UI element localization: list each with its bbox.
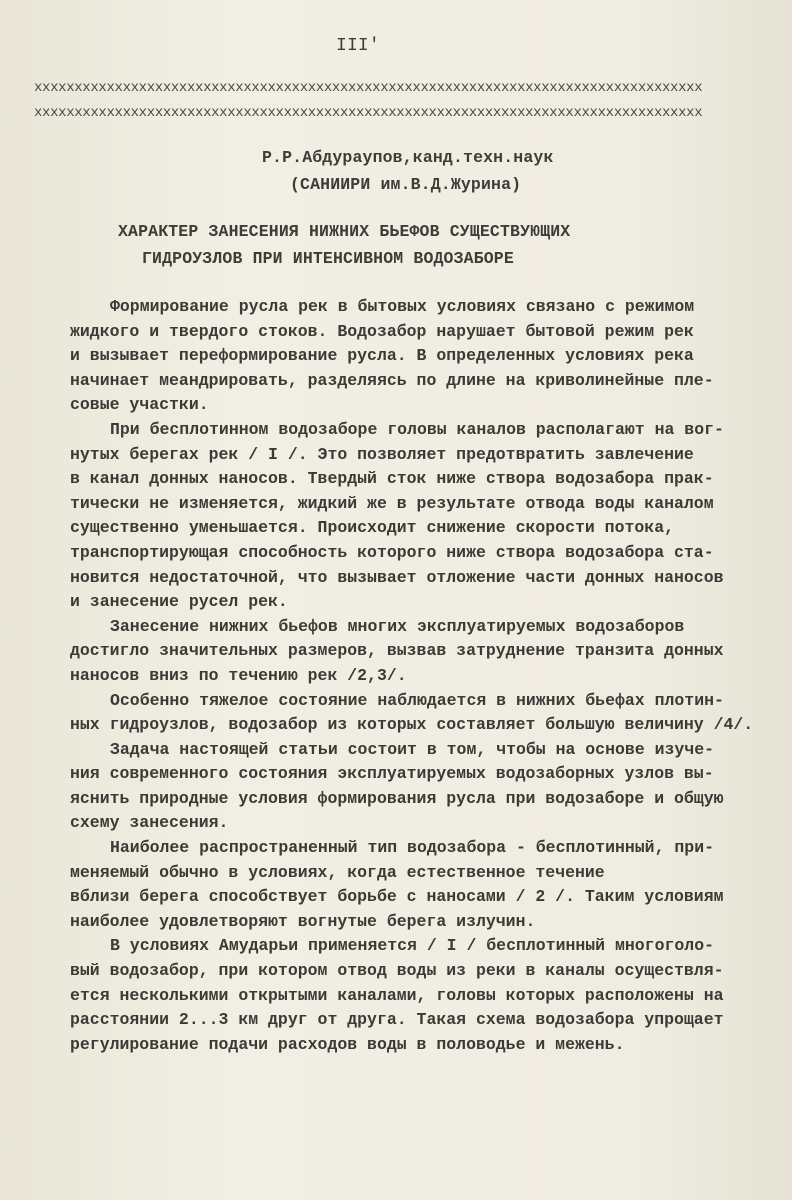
body-line: яснить природные условия формирования русла при водозаборе и общую xyxy=(70,788,724,808)
article-title-line-2: ГИДРОУЗЛОВ ПРИ ИНТЕНСИВНОМ ВОДОЗАБОРЕ xyxy=(142,249,514,268)
body-line: совые участки. xyxy=(70,395,209,415)
body-line: Задача настоящей статьи состоит в том, чтобы на основе изуче- xyxy=(110,739,714,759)
body-line: начинает меандрировать, разделяясь по длине на криволинейные пле- xyxy=(70,370,714,390)
body-line: Наиболее распространенный тип водозабора - бесплотинный, при- xyxy=(110,838,714,858)
body-line: в канал донных наносов. Твердый сток ниже створа водозабора прак- xyxy=(70,469,714,489)
body-line: ется несколькими открытыми каналами, головы которых расположены на xyxy=(70,985,724,1005)
author-line: Р.Р.Абдураупов,канд.техн.наук xyxy=(262,148,554,167)
page-number: III' xyxy=(336,36,380,56)
body-line: меняемый обычно в условиях, когда естественное течение xyxy=(70,862,605,882)
body-line: существенно уменьшается. Происходит снижение скорости потока, xyxy=(70,518,674,538)
body-line: Занесение нижних бьефов многих эксплуатируемых водозаборов xyxy=(110,616,685,636)
body-line: и вызывает переформирование русла. В определенных условиях река xyxy=(70,346,694,366)
body-line: нутых берегах рек / I /. Это позволяет предотвратить завлечение xyxy=(70,444,694,464)
body-line: ния современного состояния эксплуатируемых водозаборных узлов вы- xyxy=(70,764,714,784)
body-line: расстоянии 2...3 км друг от друга. Такая схема водозабора упрощает xyxy=(70,1010,724,1030)
body-line: регулирование подачи расходов воды в половодье и межень. xyxy=(70,1034,625,1054)
separator-line: xxxxxxxxxxxxxxxxxxxxxxxxxxxxxxxxxxxxxxxxxxxxxxxxxxxxxxxxxxxxxxxxxxxxxxxxxxxxxxxxxxx xyxy=(34,105,703,121)
body-line: достигло значительных размеров, вызвав затруднение транзита донных xyxy=(70,641,724,661)
body-line: Особенно тяжелое состояние наблюдается в нижних бьефах плотин- xyxy=(110,690,724,710)
separator-line: xxxxxxxxxxxxxxxxxxxxxxxxxxxxxxxxxxxxxxxxxxxxxxxxxxxxxxxxxxxxxxxxxxxxxxxxxxxxxxxxxxx xyxy=(34,80,703,96)
body-line: вый водозабор, при котором отвод воды из реки в каналы осуществля- xyxy=(70,961,724,981)
institution-line: (САНИИРИ им.В.Д.Журина) xyxy=(290,175,522,194)
article-title-line-1: ХАРАКТЕР ЗАНЕСЕНИЯ НИЖНИХ БЬЕФОВ СУЩЕСТВУЮЩИХ xyxy=(118,222,571,241)
body-line: В условиях Амударьи применяется / I / бесплотинный многоголо- xyxy=(110,936,714,956)
body-line: тически не изменяется, жидкий же в результате отвода воды каналом xyxy=(70,493,714,513)
body-line: Формирование русла рек в бытовых условиях связано с режимом xyxy=(110,297,695,316)
body-line: новится недостаточной, что вызывает отложение части донных наносов xyxy=(70,567,724,587)
article-body xyxy=(70,295,754,1057)
body-line: При бесплотинном водозаборе головы каналов располагают на вог- xyxy=(110,419,724,439)
body-line: жидкого и твердого стоков. Водозабор нарушает бытовой режим рек xyxy=(70,321,694,341)
body-line: схему занесения. xyxy=(70,813,229,833)
body-line: и занесение русел рек. xyxy=(70,592,288,612)
body-line: транспортирующая способность которого ниже створа водозабора ста- xyxy=(70,542,714,562)
body-line: вблизи берега способствует борьбе с наносами / 2 /. Таким условиям xyxy=(70,887,724,907)
body-line: ных гидроузлов, водозабор из которых составляет большую величину /4/. xyxy=(70,715,754,735)
body-line: наносов вниз по течению рек /2,3/. xyxy=(70,665,407,685)
body-line: наиболее удовлетворяют вогнутые берега излучин. xyxy=(70,911,536,931)
